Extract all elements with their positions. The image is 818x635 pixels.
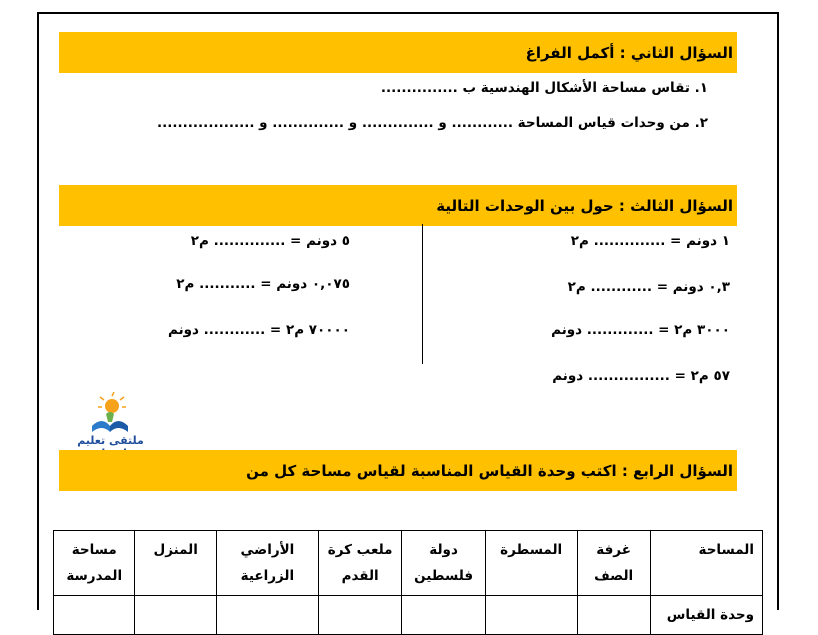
table-header-cell: المسطرة (485, 531, 577, 596)
conversion-right-4: ٥٧ م٢ = ................ دونم (552, 368, 730, 384)
question-3-title: السؤال الثالث : حول بين الوحدات التالية (436, 196, 733, 215)
table-header-cell: دولة فلسطين (402, 531, 485, 596)
page-border-left (37, 12, 39, 610)
question-4-header (59, 450, 737, 491)
answer-cell[interactable] (402, 596, 485, 635)
table-header-cell: المنزل (135, 531, 216, 596)
units-table (53, 530, 763, 635)
page-border-top (37, 12, 779, 14)
table-header-cell: غرفة الصف (577, 531, 650, 596)
conversion-right-2: ٠,٣ دونم = ............ م٢ (567, 279, 730, 295)
table-header-cell: الأراضي الزراعية (216, 531, 318, 596)
conversion-left-2: ٠,٠٧٥ دونم = ........... م٢ (176, 276, 350, 292)
column-divider (422, 224, 423, 364)
answer-cell[interactable] (135, 596, 216, 635)
question-2-header (59, 32, 737, 73)
conversion-right-1: ١ دونم = .............. م٢ (570, 233, 730, 249)
table-row (54, 531, 763, 596)
answer-cell[interactable] (318, 596, 401, 635)
conversion-left-3: ٧٠٠٠٠ م٢ = ............ دونم (168, 322, 350, 338)
table-row-label: وحدة القياس (650, 596, 762, 635)
answer-cell[interactable] (577, 596, 650, 635)
question-2-title: السؤال الثاني : أكمل الفراغ (525, 43, 733, 62)
answer-cell[interactable] (485, 596, 577, 635)
conversion-left-1: ٥ دونم = .............. م٢ (190, 233, 350, 249)
table-header-cell: المساحة (650, 531, 762, 596)
table-row (54, 596, 763, 635)
answer-cell[interactable] (216, 596, 318, 635)
question-2-item-1: ١. تقاس مساحة الأشكال الهندسية ب ............... (380, 80, 708, 96)
question-3-header (59, 185, 737, 226)
question-2-item-2: ٢. من وحدات قياس المساحة ............ و .............. و .............. و ................... (157, 115, 708, 131)
conversion-right-3: ٣٠٠٠ م٢ = ............. دونم (551, 322, 730, 338)
answer-cell[interactable] (54, 596, 135, 635)
logo-text: ملتقى تعليم (77, 434, 144, 447)
page-border-right (777, 12, 779, 610)
table-header-cell: مساحة المدرسة (54, 531, 135, 596)
table-header-cell: ملعب كرة القدم (318, 531, 401, 596)
question-4-title: السؤال الرابع : اكتب وحدة القياس المناسبة لقياس مساحة كل من (246, 461, 733, 480)
